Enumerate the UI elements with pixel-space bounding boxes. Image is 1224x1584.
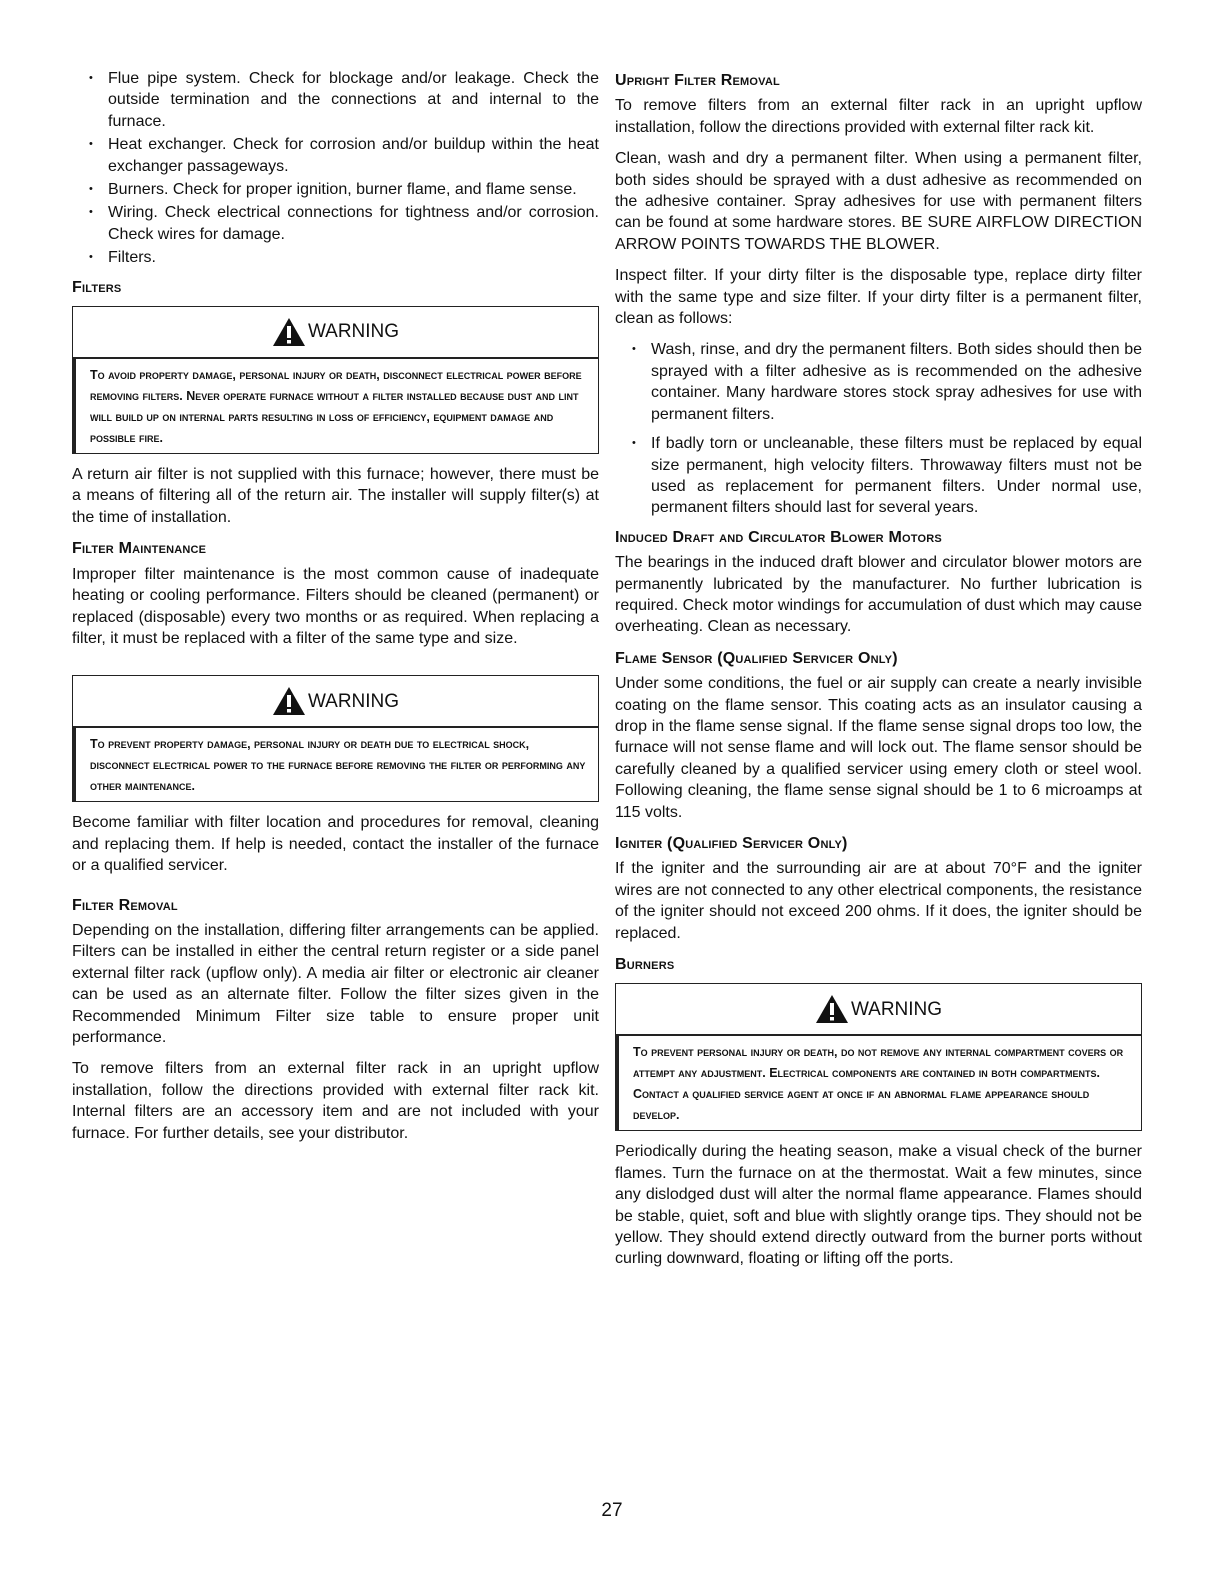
warning-header (616, 984, 1141, 1036)
section-heading-filters: Filters (72, 278, 122, 296)
warning-text: To prevent property damage, personal injury or death due to electrical shock, disconnect electrical power to the furnace before removing the filter or performing any other maintenance. (73, 728, 598, 801)
warning-triangle-icon (272, 317, 306, 347)
list-item: • Flue pipe system. Check for blockage and/or leakage. Check the outside termination and the connections at and internal to the furnace. (72, 68, 599, 132)
right-column (615, 70, 1142, 1280)
section-heading-filter-removal: Filter Removal (72, 896, 178, 914)
page-number: 27 (601, 1500, 623, 1521)
paragraph: Periodically during the heating season, make a visual check of the burner flames. Turn the furnace on at the thermostat. Wait a few minutes, since any dislodged dust will alter the normal flame appearance. Flames should be stable, quiet, soft and blue with slightly orange tips. They should not be yellow. They should extend directly outward from the burner ports without curling downward, floating or lifting off the ports. (615, 1143, 1142, 1268)
paragraph: Inspect filter. If your dirty filter is the disposable type, replace dirty filter with the same type and size filter. If your dirty filter is a permanent filter, clean as follows: (615, 267, 1142, 328)
list-item: • Burners. Check for proper ignition, burner flame, and flame sense. (72, 179, 599, 200)
paragraph: To remove filters from an external filter rack in an upright upflow installation, follow the directions provided with external filter rack kit. (615, 97, 1142, 136)
paragraph: Clean, wash and dry a permanent filter. When using a permanent filter, both sides should be sprayed with a dust adhesive as recommended on the adhesive container. Spray adhesives for use with permanent filters can be found at some hardware stores. BE SURE AIRFLOW DIRECTION ARROW POINTS TOWARDS THE BLOWER. (615, 150, 1142, 253)
list-item: • Wash, rinse, and dry the permanent filters. Both sides should then be sprayed with a filter adhesive as is recommended on the adhesive container. Many hardware stores stock spray adhesives for use with permanent filters. (615, 339, 1142, 425)
warning-title: WARNING (307, 690, 400, 712)
paragraph: Under some conditions, the fuel or air supply can create a nearly invisible coating on the flame sensor. This coating acts as an insulator causing a drop in the flame sense signal. If the flame sense signal drops too low, the furnace will not sense flame and will lock out. The flame sensor should be carefully cleaned by a qualified servicer using emery cloth or steel wool. Following cleaning, the flame sense signal should be 1 to 6 microamps at 115 volts. (615, 675, 1142, 821)
paragraph: The bearings in the induced draft blower and circulator blower motors are permanently lubricated by the manufacturer. No further lubrication is required. Check motor windings for accumulation of dust which may cause overheating. Clean as necessary. (615, 554, 1142, 636)
paragraph: To remove filters from an external filter rack in an upright upflow installation, follow the directions provided with external filter rack kit. Internal filters are an accessory item and are not included with your furnace. For further details, see your distributor. (72, 1060, 599, 1142)
warning-text: To avoid property damage, personal injury or death, disconnect electrical power before removing filters. Never operate furnace without a filter installed because dust and lint will build up on internal parts resulting in loss of efficiency, equipment damage and possible fire. (73, 359, 598, 453)
section-heading-flame-sensor: Flame Sensor (Qualified Servicer Only) (615, 649, 898, 667)
cleaning-list (615, 339, 1142, 518)
section-heading-igniter: Igniter (Qualified Servicer Only) (615, 835, 848, 852)
warning-title: WARNING (850, 998, 943, 1020)
section-heading-burners: Burners (615, 956, 675, 974)
warning-box (72, 306, 599, 454)
warning-text: To prevent personal injury or death, do not remove any internal compartment covers or attempt any adjustment. Electrical components are contained in both compartments. Contact a qualified service agent at once if an abnormal flame appearance should develop. (616, 1036, 1141, 1130)
section-heading-filter-maintenance: Filter Maintenance (72, 540, 207, 558)
list-item: • If badly torn or uncleanable, these filters must be replaced by equal size permanent, high velocity filters. Throwaway filters must not be used as replacement for permanent filters. Under normal use, permanent filters should last for several years. (615, 433, 1142, 519)
warning-box (72, 675, 599, 802)
warning-triangle-icon (272, 686, 306, 716)
inspection-list (72, 68, 599, 269)
warning-header (73, 676, 598, 728)
paragraph: Depending on the installation, differing filter arrangements can be applied. Filters can be installed in either the central return register or a side panel external filter rack (upflow only). A media air filter or electronic air cleaner can be used as an alternate filter. Follow the filter sizes given in the Recommended Minimum Filter size table to ensure proper unit performance. (72, 921, 599, 1046)
warning-header (73, 307, 598, 359)
section-heading-motors: Induced Draft and Circulator Blower Motors (615, 528, 942, 546)
list-item: • Wiring. Check electrical connections for tightness and/or corrosion. Check wires for damage. (72, 202, 599, 245)
warning-title: WARNING (307, 321, 400, 343)
section-heading-upright-filter-removal: Upright Filter Removal (615, 72, 780, 89)
left-column (72, 68, 599, 1154)
paragraph: Become familiar with filter location and procedures for removal, cleaning and replacing them. If help is needed, contact the installer of the furnace or a qualified servicer. (72, 814, 599, 875)
warning-triangle-icon (815, 994, 849, 1024)
list-item: • Filters. (72, 247, 599, 268)
list-item: • Heat exchanger. Check for corrosion and/or buildup within the heat exchanger passageways. (72, 134, 599, 177)
paragraph: Improper filter maintenance is the most common cause of inadequate heating or cooling performance. Filters should be cleaned (permanent) or replaced (disposable) every two months or as required. When replacing a filter, it must be replaced with a filter of the same type and size. (72, 565, 599, 647)
paragraph: If the igniter and the surrounding air are at about 70°F and the igniter wires are not connected to any other electrical components, the resistance of the igniter should not exceed 200 ohms. If it does, the igniter should be replaced. (615, 860, 1142, 942)
warning-box (615, 983, 1142, 1131)
paragraph: A return air filter is not supplied with this furnace; however, there must be a means of filtering all of the return air. The installer will supply filter(s) at the time of installation. (72, 466, 599, 526)
